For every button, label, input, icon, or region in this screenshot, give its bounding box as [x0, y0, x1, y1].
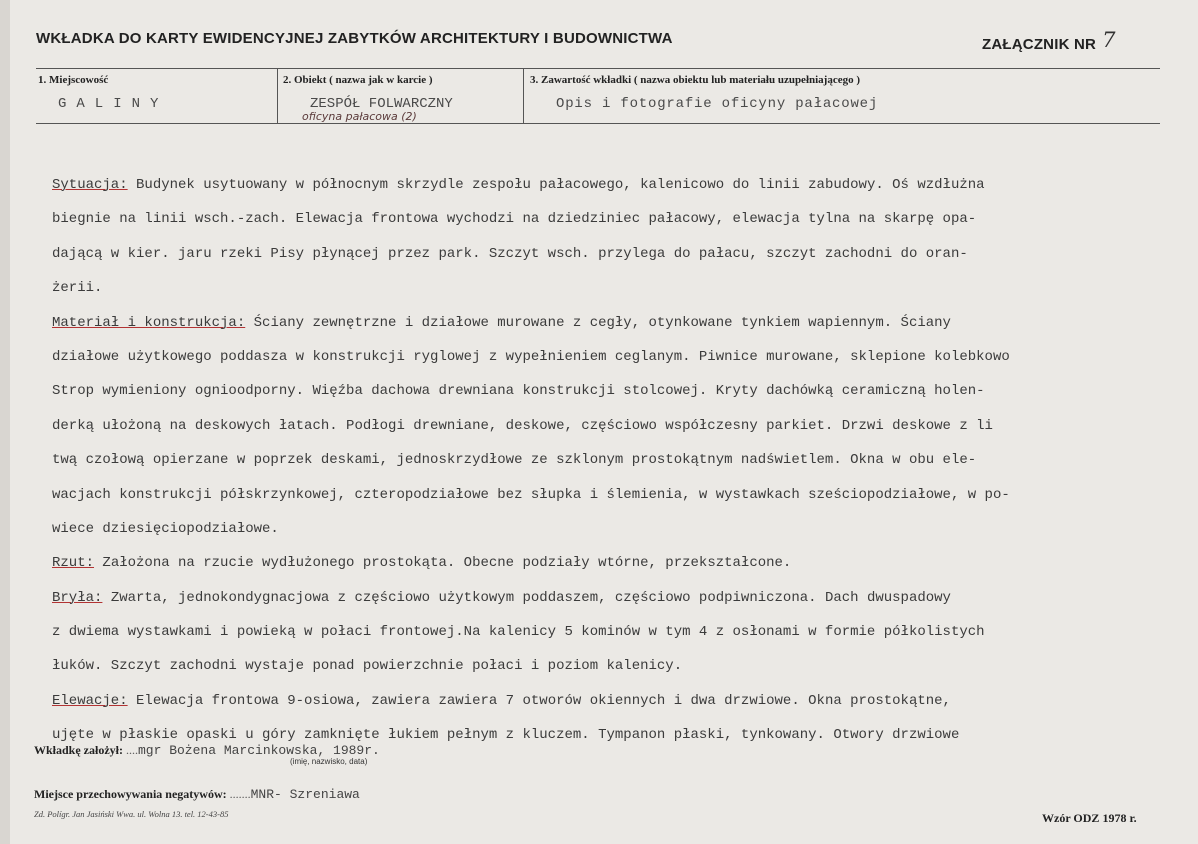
text-line: wiece dziesięciopodziałowe. [52, 520, 279, 537]
text-line: działowe użytkowego poddasza w konstrukcji ryglowej z wypełnieniem ceglanym. Piwnice murowane, sklepione kolebkowo [52, 348, 1010, 365]
storage-label: Miejsce przechowywania negatywów: [34, 787, 227, 801]
fields-top-rule [36, 68, 1160, 69]
text-line [52, 684, 1194, 718]
text-line [52, 168, 1194, 202]
section-label-plan: Rzut: [52, 555, 95, 572]
author-row [34, 743, 380, 758]
text-line: łuków. Szczyt zachodni wystaje ponad powierzchnie połaci i poziom kalenicy. [52, 658, 683, 675]
field-divider-1 [277, 68, 278, 124]
text-line [52, 306, 1194, 340]
field-contents-value: Opis i fotografie oficyny pałacowej [556, 96, 879, 112]
text-line: twą czołową opierzane w poprzek deskami, jednoskrzydłowe ze szklonym prostokątnym nadświetlem. Okna w obu ele- [52, 452, 977, 469]
text-line: żerii. [52, 280, 103, 297]
section-label-elevations: Elewacje: [52, 692, 128, 709]
card-edge-shadow [0, 0, 10, 844]
text-run: Ściany zewnętrzne i działowe murowane z cegły, otynkowane tynkiem wapiennym. Ściany [245, 314, 951, 331]
field-locality-value: GALINY [58, 96, 169, 112]
text-line: dającą w kier. jaru rzeki Pisy płynącej przez park. Szczyt wsch. przylega do pałacu, szczyt zachodni do oran- [52, 245, 968, 262]
text-line: z dwiema wystawkami i powieką w połaci frontowej.Na kalenicy 5 kominów w tym 4 z osłonami w formie półkolistych [52, 624, 985, 641]
form-model-code: Wzór ODZ 1978 r. [1042, 811, 1137, 825]
text-run: Założona na rzucie wydłużonego prostokąta. Obecne podziały wtórne, przekształcone. [94, 555, 792, 572]
field-locality-label: 1. Miejscowość [38, 74, 109, 86]
text-line: derką ułożoną na deskowych łatach. Podłogi drewniane, deskowe, częściowo współczesny parkiet. Drzwi deskowe z li [52, 417, 993, 434]
storage-value: MNR- Szreniawa [250, 787, 360, 802]
storage-row [34, 787, 360, 802]
field-contents-label: 3. Zawartość wkładki ( nazwa obiektu lub materiału uzupełniającego ) [530, 74, 861, 86]
attachment-number: 7 [1102, 28, 1116, 52]
text-line: biegnie na linii wsch.-zach. Elewacja frontowa wychodzi na dziedziniec pałacowy, elewacja tylna na skarpę opa- [52, 211, 977, 228]
section-label-situation: Sytuacja: [52, 177, 128, 193]
text-line: ujęte w płaskie opaski u góry zamknięte łukiem pełnym z kluczem. Tympanon płaski, tynkowany. Otwory drzwiowe [52, 727, 960, 744]
attachment-label: ZAŁĄCZNIK NR [982, 36, 1097, 53]
text-line [52, 581, 1194, 615]
field-object-value: ZESPÓŁ FOLWARCZNY [310, 96, 453, 112]
dot-leader: ....... [229, 787, 251, 801]
dot-leader: .... [126, 743, 138, 757]
text-line: Strop wymieniony ognioodporny. Więźba dachowa drewniana konstrukcji stolcowej. Kryty dachówką ceramiczną holen- [52, 383, 985, 400]
text-line [52, 546, 1194, 580]
attachment-heading [982, 30, 1116, 54]
form-title: WKŁADKA DO KARTY EWIDENCYJNEJ ZABYTKÓW ARCHITEKTURY I BUDOWNICTWA [36, 30, 673, 47]
section-label-mass: Bryła: [52, 589, 103, 606]
text-run: Budynek usytuowany w północnym skrzydle zespołu pałacowego, kalenicowo do linii zabudowy. Oś wzdłużna [127, 177, 985, 193]
author-label: Wkładkę założył: [34, 743, 123, 757]
author-value: mgr Bożena Marcinkowska, 1989r. [138, 743, 380, 758]
printer-imprint: Zd. Polígr. Jan Jasiński Wwa. ul. Wolna 13. tel. 12-43-85 [34, 809, 229, 819]
text-line: wacjach konstrukcji półskrzynkowej, czteropodziałowe bez słupka i ślemienia, w wystawkach sześciopodziałowe, w po- [52, 486, 1010, 503]
author-caption: (imię, nazwisko, data) [290, 757, 368, 766]
fields-bottom-rule [36, 123, 1160, 124]
field-object-label: 2. Obiekt ( nazwa jak w karcie ) [283, 74, 433, 86]
field-object-handwritten-note: oficyna pałacowa (2) [302, 110, 417, 123]
description-body [52, 168, 1194, 753]
text-run: Zwarta, jednokondygnacjowa z częściowo użytkowym poddaszem, częściowo podpiwniczona. Dach dwuspadowy [102, 589, 951, 606]
field-divider-2 [523, 68, 524, 124]
text-run: Elewacja frontowa 9-osiowa, zawiera zawiera 7 otworów okiennych i dwa drzwiowe. Okna prostokątne, [127, 692, 951, 709]
section-label-material: Materiał i konstrukcja: [52, 314, 246, 331]
